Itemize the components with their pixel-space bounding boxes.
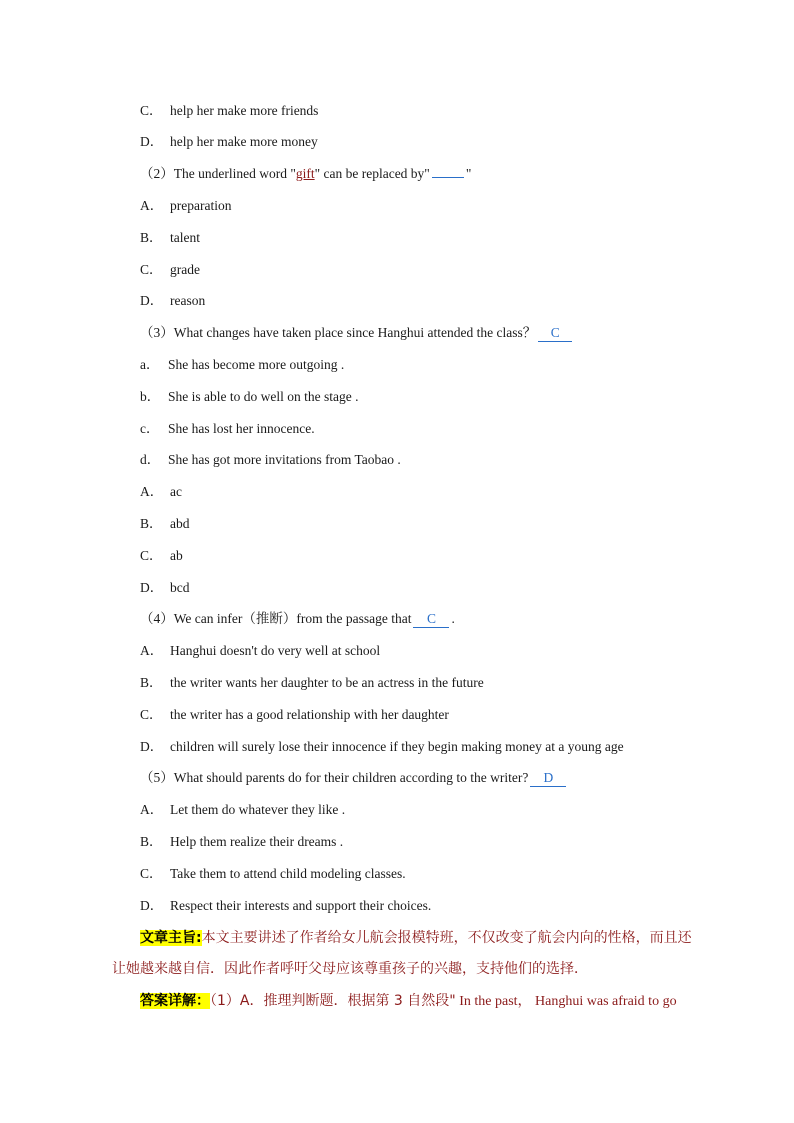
q4-option-b	[140, 674, 484, 692]
summary-line-1	[140, 928, 692, 948]
option-letter: C．	[140, 866, 163, 881]
option-text: talent	[170, 230, 200, 245]
statement-letter: d．	[140, 452, 161, 467]
option-text: abd	[170, 516, 190, 531]
summary-line-2	[112, 959, 588, 979]
q4-option-d	[140, 738, 624, 756]
q2-stem-before: （2）The underlined word "	[140, 166, 296, 181]
option-text: grade	[170, 262, 200, 277]
underlined-word: gift	[295, 166, 315, 181]
q1-option-d	[140, 133, 318, 151]
detail-text-en: In the past， Hanghui was afraid to go	[455, 994, 677, 1009]
detail-text-zh: （1）A．推理判断题．根据第 3 自然段"	[210, 993, 456, 1009]
q3-answer-blank: C	[538, 325, 572, 342]
q2-option-d	[140, 292, 205, 310]
option-letter: B．	[140, 230, 163, 245]
summary-text-2: 让她越来越自信．因此作者呼吁父母应该尊重孩子的兴趣，支持他们的选择．	[112, 961, 588, 977]
q3-statement-b	[140, 388, 358, 406]
option-text: bcd	[170, 580, 190, 595]
statement-text: She has become more outgoing .	[168, 357, 345, 372]
option-text: reason	[170, 293, 206, 308]
q3-stem-text: （3）What changes have taken place since Hanghui attended the class？	[140, 325, 537, 340]
q5-option-b	[140, 833, 343, 851]
option-text: help her make more friends	[170, 103, 319, 118]
q3-statement-d	[140, 451, 401, 469]
q5-option-d	[140, 897, 431, 915]
option-text: Take them to attend child modeling classes.	[170, 866, 406, 881]
option-text: Help them realize their dreams .	[170, 834, 344, 849]
option-text: the writer wants her daughter to be an actress in the future	[170, 675, 484, 690]
detail-label: 答案详解：	[140, 993, 210, 1009]
option-letter: D．	[140, 580, 164, 595]
q3-option-c	[140, 547, 183, 565]
option-text: children will surely lose their innocence if they begin making money at a young age	[170, 739, 624, 754]
q5-stem-text: （5）What should parents do for their children according to the writer?	[140, 770, 529, 785]
option-text: help her make more money	[170, 134, 318, 149]
statement-text: She is able to do well on the stage .	[168, 389, 359, 404]
q1-option-c	[140, 102, 318, 120]
option-text: Respect their interests and support their choices.	[170, 898, 432, 913]
option-letter: C．	[140, 548, 163, 563]
q2-option-a	[140, 197, 231, 215]
summary-label: 文章主旨:	[140, 930, 202, 946]
q2-option-b	[140, 229, 200, 247]
statement-letter: b．	[140, 389, 161, 404]
option-text: Hanghui doesn't do very well at school	[170, 643, 381, 658]
q4-option-a	[140, 642, 380, 660]
option-letter: B．	[140, 834, 163, 849]
q5-answer-blank: D	[530, 770, 566, 787]
option-text: ac	[170, 484, 182, 499]
option-text: Let them do whatever they like .	[170, 802, 346, 817]
option-letter: D．	[140, 739, 164, 754]
q3-statement-c	[140, 420, 315, 438]
option-letter: D．	[140, 898, 164, 913]
q5-stem	[140, 769, 568, 787]
option-letter: C．	[140, 707, 163, 722]
option-letter: D．	[140, 134, 164, 149]
option-letter: B．	[140, 675, 163, 690]
option-text: ab	[170, 548, 183, 563]
q4-stem-end: .	[451, 611, 455, 626]
statement-text: She has got more invitations from Taobao .	[168, 452, 401, 467]
q3-statement-a	[140, 356, 344, 374]
q2-option-c	[140, 261, 200, 279]
option-letter: D．	[140, 293, 164, 308]
q4-stem-text: （4）We can infer（推断）from the passage that	[140, 611, 412, 626]
statement-letter: a．	[140, 357, 160, 372]
q3-option-d	[140, 579, 190, 597]
option-letter: C．	[140, 103, 163, 118]
q3-option-a	[140, 483, 182, 501]
option-letter: C．	[140, 262, 163, 277]
q3-option-b	[140, 515, 190, 533]
option-letter: A．	[140, 198, 164, 213]
summary-text-1: 本文主要讲述了作者给女儿航会报模特班，不仅改变了航会内向的性格，而且还	[201, 930, 692, 946]
option-letter: B．	[140, 516, 163, 531]
q3-stem	[140, 324, 574, 342]
option-text: preparation	[170, 198, 232, 213]
q4-stem	[140, 610, 455, 628]
q5-option-a	[140, 801, 345, 819]
q5-option-c	[140, 865, 406, 883]
detail-line	[140, 991, 677, 1012]
statement-text: She has lost her innocence.	[168, 421, 315, 436]
q2-stem-end: "	[465, 166, 472, 181]
option-text: the writer has a good relationship with her daughter	[170, 707, 449, 722]
q4-option-c	[140, 706, 449, 724]
q2-answer-blank	[432, 177, 464, 178]
statement-letter: c．	[140, 421, 160, 436]
option-letter: A．	[140, 484, 164, 499]
q2-stem-after: " can be replaced by"	[314, 166, 430, 181]
option-letter: A．	[140, 802, 164, 817]
option-letter: A．	[140, 643, 164, 658]
q4-answer-blank: C	[413, 611, 449, 628]
q2-stem	[140, 165, 471, 183]
